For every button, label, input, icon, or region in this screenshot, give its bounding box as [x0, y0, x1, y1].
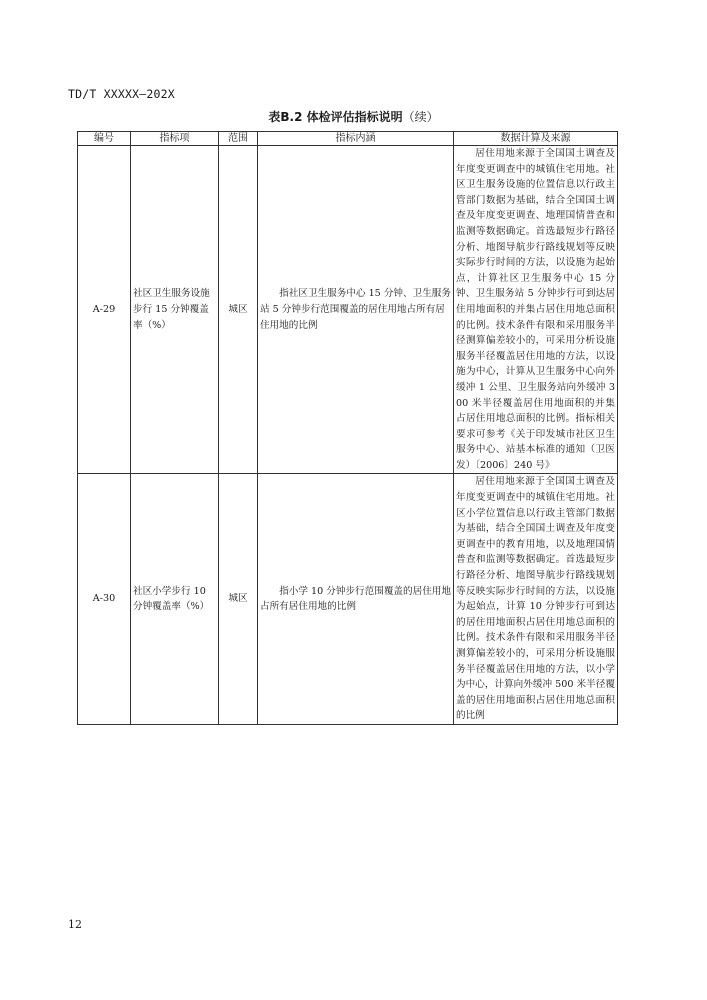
indicator-definition: 指社区卫生服务中心 15 分钟、卫生服务站 5 分钟步行范围覆盖的居住用地占所有居住用地的比例 [260, 288, 451, 331]
table-header-row [78, 132, 618, 146]
page-number: 12 [68, 918, 82, 931]
indicator-definition-cell [258, 146, 454, 474]
table-title [0, 108, 707, 125]
indicator-code: A-29 [78, 146, 131, 474]
indicator-code: A-30 [78, 474, 131, 725]
document-code: TD/T XXXXX—202X [68, 87, 175, 101]
column-header-range: 范围 [219, 132, 258, 146]
indicator-range: 城区 [219, 474, 258, 725]
indicator-source: 居住用地来源于全国国土调查及年度变更调查中的城镇住宅用地。社区卫生服务设施的位置信息以行政主管部门数据为基础，结合全国国土调查及年度变更调查、地理国情普查和监测等数据确定。首选最短步行路径分析、地图导航步行路线规划等反映实际步行时间的方法，以设施为起始点，计算社区卫生服务中心 15 分钟、卫生服务站 5 分钟步行可到达居住用地面积的并集占居住用地总面积的比例。技术条件有限和采用服务半径测算偏差较小的，可采用分析设施服务半径覆盖居住用地的方法，以设施为中心，计算从卫生服务中心向外缓冲 1 公里、卫生服务站向外缓冲 300 米半径覆盖居住用地面积的并集占居住用地总面积的比例。指标相关要求可参考《关于印发城市社区卫生服务中心、站基本标准的通知（卫医发）〔2006〕240 号》 [456, 148, 615, 471]
column-header-source: 数据计算及来源 [454, 132, 618, 146]
indicator-source: 居住用地来源于全国国土调查及年度变更调查中的城镇住宅用地。社区小学位置信息以行政主管部门数据为基础，结合全国国土调查及年度变更调查中的教育用地，以及地理国情普查和监测等数据确定。首选最短步行路径分析、地图导航步行路线规划等反映实际步行时间的方法，以设施为起始点，计算 10 分钟步行可到达的居住用地面积占居住用地总面积的比例。技术条件有限和采用服务半径测算偏差较小的，可采用分析设施服务半径覆盖居住用地的方法，以小学为中心，计算向外缓冲 500 米半径覆盖的居住用地面积占居住用地总面积的比例 [456, 476, 615, 722]
column-header-code: 编号 [78, 132, 131, 146]
indicator-item: 社区小学步行 10 分钟覆盖率（%） [131, 474, 219, 725]
indicator-source-cell [454, 474, 618, 725]
indicator-definition-cell [258, 474, 454, 725]
table-title-text: 表B.2 体检评估指标说明 [268, 110, 403, 124]
table-row [78, 474, 618, 725]
indicator-source-cell [454, 146, 618, 474]
column-header-definition: 指标内涵 [258, 132, 454, 146]
indicator-table [77, 131, 618, 725]
indicator-definition: 指小学 10 分钟步行范围覆盖的居住用地占所有居住用地的比例 [260, 585, 451, 613]
indicator-item: 社区卫生服务设施步行 15 分钟覆盖率（%） [131, 146, 219, 474]
column-header-item: 指标项 [131, 132, 219, 146]
indicator-range: 城区 [219, 146, 258, 474]
table-row [78, 146, 618, 474]
table-title-suffix: （续） [402, 110, 439, 124]
